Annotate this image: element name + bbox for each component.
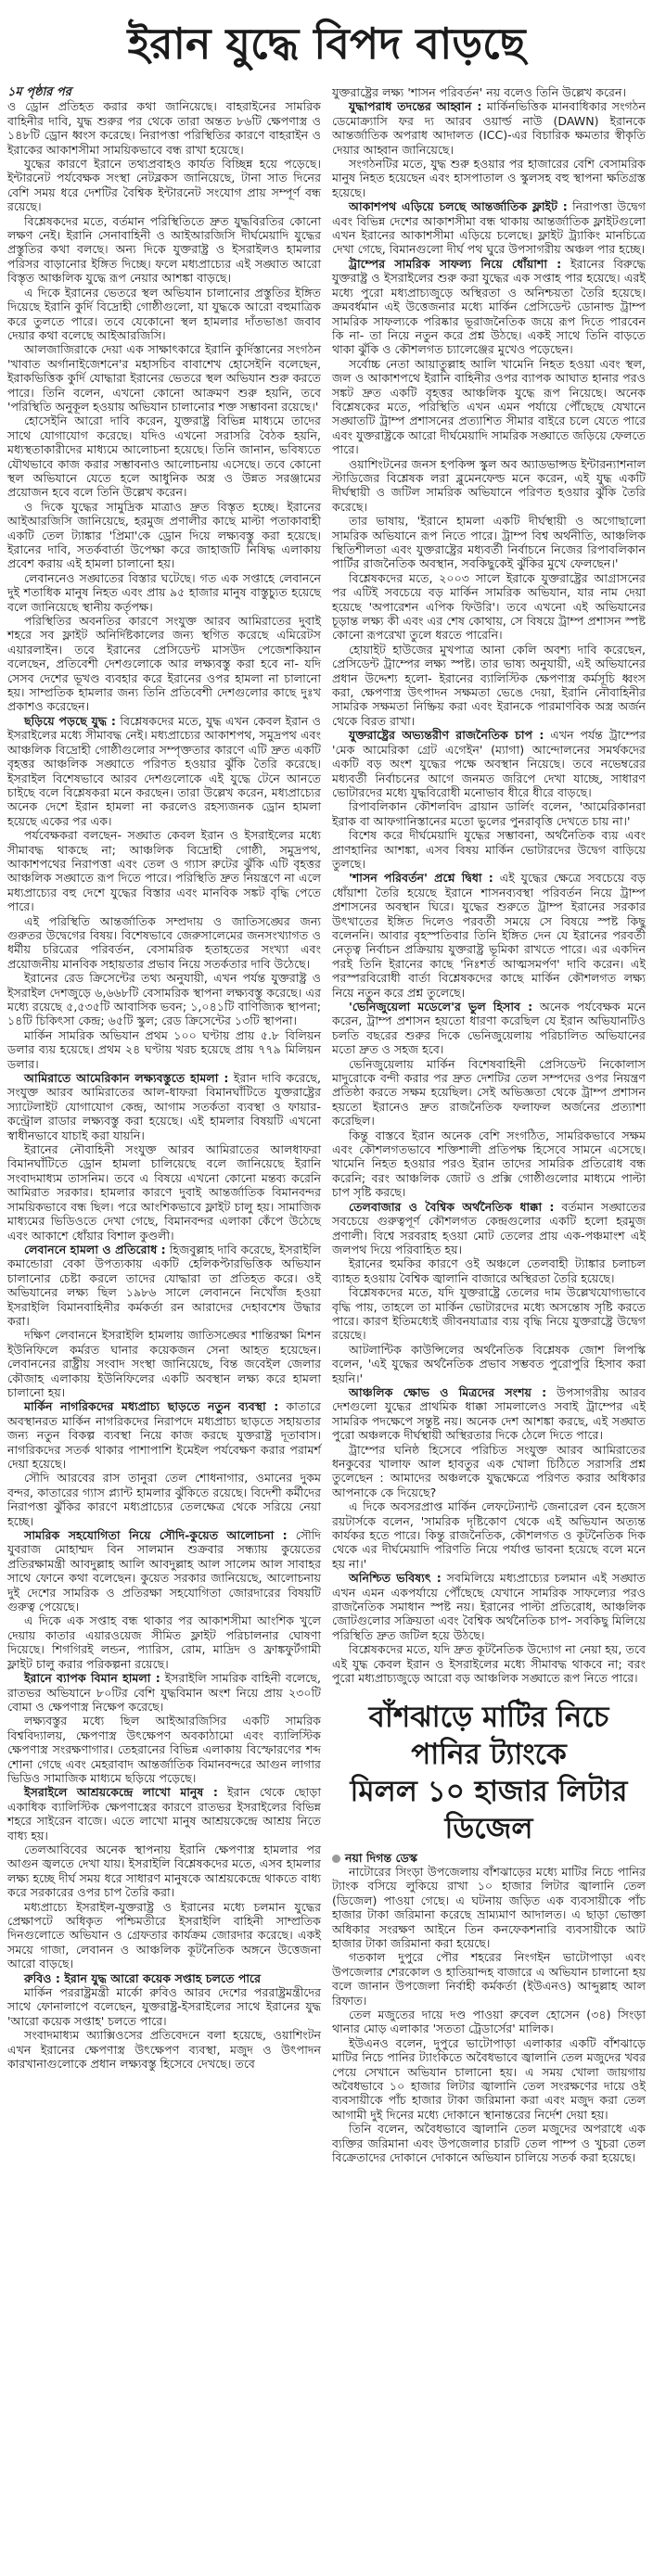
paragraph-text: তেলআবিবের অনেক স্থাপনায় ইরানি ক্ষেপণাস্ত্র হামলার পর আগুন জ্বলতে দেখা যায়। ইসরাইলি বিশ্লেষকদের মতে, এসব হামলার লক্ষ্য হচ্ছে দীর্ঘ সময় ধরে সাধারণ মানুষকে আশ্রয়কেন্দ্রে থাকতে বাধ্য করে সরকারের ওপর চাপ তৈরি করা। — [7, 1842, 321, 1900]
article-paragraph — [7, 1071, 321, 1142]
paragraph-text: যুক্তরাষ্ট্রের লক্ষ্য 'শাসন পরিবর্তন' নয় বলেও তিনি উল্লেখ করেন। — [332, 85, 627, 99]
paragraph-text: নিরাপত্তা উদ্বেগ এবং বিভিন্ন দেশের আকাশসীমা বন্ধ থাকায় আন্তর্জাতিক ফ্লাইটগুলো এখন ইরানের আকাশসীমা এড়িয়ে চলেছে। ফ্লাইট ট্র্যাকিং মানচিত্রে দেখা গেছে, বিমানগুলো দীর্ঘ পথ ঘুরে উপসাগরীয় অঞ্চল পার হচ্ছে। — [332, 199, 646, 257]
paragraph-text: মার্কিন পররাষ্ট্রমন্ত্রী মার্কো রুবিও আরব দেশের পররাষ্ট্রমন্ত্রীদের সাথে ফোনালাপে বলেছেন, যুক্তরাষ্ট্র-ইসরাইলের সাথে ইরানের যুদ্ধ 'আরো কয়েক সপ্তাহ' চলতে পারে। — [7, 1985, 321, 2028]
paragraph-text: বিশ্লেষকদের মতে, ২০০৩ সালে ইরাকে যুক্তরাষ্ট্রের আগ্রাসনের পর এটিই সবচেয়ে বড় মার্কিন সামরিক অভিযান, যার নাম দেয়া হয়েছে 'অপারেশন এপিক ফিউরি'। তবে এখনো এই অভিযানের চূড়ান্ত লক্ষ্য কী এবং এর শেষ কোথায়, সে বিষয়ে ট্রাম্প প্রশাসন স্পষ্ট কোনো রূপরেখা তুলে ধরতে পারেনি। — [332, 570, 646, 643]
article-paragraph — [7, 1028, 321, 1071]
article-paragraph — [7, 1328, 321, 1399]
article-paragraph — [332, 1285, 646, 1343]
article-paragraph — [332, 1950, 646, 2008]
paragraph-text: ইরান থেকে ছোড়া একাধিক ব্যালিস্টিক ক্ষেপণাস্ত্রের কারণে রাতভর ইসরাইলের বিভিন্ন শহরে সাইরেন বাজে। এতে লাখো মানুষ আশ্রয়কেন্দ্রে আশ্রয় নিতে বাধ্য হয়। — [7, 1785, 321, 1843]
paragraph-text: উপসাগরীয় আরব দেশগুলো যুদ্ধের প্রাথমিক ধাক্কা সামলালেও সবাই ট্রাম্পের এই সামরিক পদক্ষেপে সন্তুষ্ট নয়। অনেক দেশ আশঙ্কা করছে, এই সঙ্ঘাত পুরো অঞ্চলকে দীর্ঘস্থায়ী অস্থিরতার দিকে ঠেলে দিতে পারে। — [332, 1384, 646, 1443]
paragraph-text: ইসরাইলি সামরিক বাহিনী বলেছে, রাতভর অভিযানে ৮০টির বেশি যুদ্ধবিমান অংশ নিয়ে প্রায় ২৩০টি বোমা ও ক্ষেপণাস্ত্র নিক্ষেপ করেছে। — [7, 1671, 321, 1714]
paragraph-subhead: ইরানে ব্যাপক বিমান হামলা : — [24, 1671, 160, 1686]
paragraph-text: হোসেইনি আরো দাবি করেন, যুক্তরাষ্ট্র বিভিন্ন মাধ্যমে তাদের সাথে যোগাযোগ করেছে। যদিও এখনো সরাসরি বৈঠক হয়নি, মধ্যস্থতাকারীদের মাধ্যমে আলোচনা হয়েছে। তিনি জানান, ভবিষ্যতে যৌথভাবে কাজ করার সম্ভাবনাও আলোচনায় এসেছে। তবে কোনো স্থল অভিযানে যেতে হলে আধুনিক অস্ত্র ও উন্নত সরঞ্জামের প্রয়োজন হবে বলে তিনি উল্লেখ করেন। — [7, 414, 321, 500]
paragraph-subhead: অনিশ্চিত ভবিষ্যৎ : — [349, 1571, 442, 1586]
paragraph-text: ভেনিজুয়েলায় মার্কিন বিশেষবাহিনী প্রেসিডেন্ট নিকোলাস মাদুরোকে বন্দী করার পর দ্রুত দেশটির তেল সম্পদের ওপর নিয়ন্ত্রণ প্রতিষ্ঠা করতে সক্ষম হয়েছিল। সেই অভিজ্ঞতা থেকে ট্রাম্প প্রশাসন হয়তো ইরানেও দ্রুত রাজনৈতিক ফলাফল অর্জনের প্রত্যাশা করেছিল। — [332, 1056, 646, 1129]
article-paragraph — [332, 2008, 646, 2036]
paragraph-text: সর্বোচ্চ নেতা আয়াতুল্লাহ আলি খামেনি নিহত হওয়া এবং স্থল, জল ও আকাশপথে ইরানি বাহিনীর ওপর ব্যাপক আঘাত হানার পরও সঙ্কট দ্রুত একটি বৃহত্তর আঞ্চলিক যুদ্ধে রূপ নিয়েছে। অনেক বিশ্লেষকের মতে, পরিস্থিতি এখন এমন পর্যায়ে পৌঁছেছে যেখানে সঙ্ঘাতটি ট্রাম্প প্রশাসনের প্রত্যাশিত সীমার বাইরে চলে যেতে পারে এবং যুক্তরাষ্ট্রকে আরো দীর্ঘমেয়াদি সামরিক সঙ্ঘাতে জড়িয়ে ফেলতে পারে। — [332, 356, 646, 457]
article-paragraph — [332, 157, 646, 199]
article-paragraph — [332, 1129, 646, 1200]
article-paragraph — [7, 1785, 321, 1843]
article-paragraph — [7, 914, 321, 972]
paragraph-text: ও দিকে যুদ্ধের সামুদ্রিক মাত্রাও দ্রুত বিস্তৃত হচ্ছে। ইরানের আইআরজিসি জানিয়েছে, হরমুজ প্রণালীর কাছে মাল্টা পতাকাবাহী একটি তেল ট্যাঙ্কার 'প্রিমা'কে ড্রোন দিয়ে লক্ষ্যবস্তু করা হয়েছে। ইরানের দাবি, সতর্কবার্তা উপেক্ষা করে জাহাজটি নিষিদ্ধ এলাকায় প্রবেশ করায় এই হামলা চালানো হয়। — [7, 499, 321, 571]
article-paragraph — [332, 799, 646, 828]
paragraph-text: সৌদি আরবের রাস তানুরা তেল শোধনাগার, ওমানের দুকম বন্দর, কাতারের গ্যাস প্ল্যান্ট হামলার ঝুঁকিতে রয়েছে। বিদেশী কর্মীদের নিরাপত্তা ঝুঁকির কারণে মধ্যপ্রাচ্যের তেলক্ষেত্র থেকে সরিয়ে নেয়া হচ্ছে। — [7, 1471, 321, 1528]
article-paragraph — [7, 1613, 321, 1671]
article-paragraph — [7, 1714, 321, 1785]
paragraph-text: বিশ্লেষকদের মতে, যদি যুক্তরাষ্ট্রে তেলের দাম উল্লেখযোগ্যভাবে বৃদ্ধি পায়, তাহলে তা মার্কিন ভোটারদের মধ্যে অসন্তোষ সৃষ্টি করতে পারে। কারণ ইতিমধ্যেই জীবনযাত্রার ব্যয় বৃদ্ধি নিয়ে যুক্তরাষ্ট্রে উদ্বেগ রয়েছে। — [332, 1285, 646, 1343]
paragraph-text: নাটোরের সিংড়া উপজেলায় বাঁশঝাড়ের মধ্যে মাটির নিচে পানির ট্যাংক বসিয়ে লুকিয়ে রাখা ১০ হাজার লিটার জ্বালানি তেল (ডিজেল) পাওয়া গেছে। এ ঘটনায় জড়িত এক ব্যবসায়ীকে পাঁচ হাজার টাকা জরিমানা করেছে ভ্রাম্যমাণ আদালত। এ ছাড়া ভোক্তা অধিকার সংরক্ষণ আইনে তিন কনফেকশনারি ব্যবসায়ীকে আট হাজার টাকা জরিমানা করা হয়েছে। — [332, 1864, 646, 1950]
paragraph-subhead: 'শাসন পরিবর্তন' প্রশ্নে দ্বিধা : — [349, 871, 493, 886]
article-paragraph — [332, 643, 646, 728]
article-paragraph — [7, 500, 321, 571]
paragraph-text: লক্ষ্যবস্তুর মধ্যে ছিল আইআরজিসির একটি সামরিক বিশ্ববিদ্যালয়, ক্ষেপণাস্ত্র উৎক্ষেপণ অবকাঠামো এবং ব্যালিস্টিক ক্ষেপণাস্ত্র সংরক্ষণাগার। তেহরানের বিভিন্ন এলাকায় বিস্ফোরণের শব্দ শোনা গেছে এবং মেহরাবাদ আন্তর্জাতিক বিমানবন্দরে আগুন লাগার ভিডিও সামাজিক মাধ্যমে ছড়িয়ে পড়েছে। — [7, 1714, 321, 1785]
paragraph-text: পরিস্থিতির অবনতির কারণে সংযুক্ত আরব আমিরাতের দুবাই শহরে সব ফ্লাইট অনির্দিষ্টকালের জন্য স্থগিত করেছে এমিরেটস এয়ারলাইন। তবে ইরানের প্রেসিডেন্ট মাসউদ পেজেশকিয়ান বলেছেন, প্রতিবেশী দেশগুলোকে আর লক্ষ্যবস্তু করা হবে না- যদি সেসব দেশের ভূখণ্ড ব্যবহার করে ইরানের ওপর হামলা না চালানো হয়। সাম্প্রতিক হামলার জন্য তিনি প্রতিবেশী দেশগুলোর কাছে দুঃখ প্রকাশও করেছেন। — [7, 614, 321, 714]
paragraph-text: এ দিকে এক সপ্তাহ বন্ধ থাকার পর আকাশসীমা আংশিক খুলে দেয়ায় কাতার এয়ারওয়েজ সীমিত ফ্লাইট পরিচালনার ঘোষণা দিয়েছে। শিগগিরই লন্ডন, প্যারিস, রোম, মাদ্রিদ ও ফ্রাঙ্কফুর্টগামী ফ্লাইট চালু করার পরিকল্পনা রয়েছে। — [7, 1613, 321, 1671]
article-paragraph — [332, 1000, 646, 1057]
right-column — [332, 85, 646, 2164]
paragraph-text: বিশ্লেষকদের মতে, যদি দ্রুত কূটনৈতিক উদ্যোগ না নেয়া হয়, তবে এই যুদ্ধ কেবল ইরান ও ইসরাইলের মধ্যে সীমাবদ্ধ থাকবে না; বরং পুরো মধ্যপ্রাচ্যজুড়ে আরো বড় আঞ্চলিক সঙ্ঘাতে রূপ নিতে পারে। — [332, 1642, 646, 1686]
article-paragraph — [7, 342, 321, 414]
left-column — [7, 85, 321, 2071]
paragraph-text: সংগঠনটির মতে, যুদ্ধ শুরু হওয়ার পর হাজারের বেশি বেসামরিক মানুষ নিহত হয়েছেন এবং হাসপাতাল ও স্কুলসহ বহু স্থাপনা ক্ষতিগ্রস্ত হয়েছে। — [332, 157, 646, 199]
paragraph-text: ইরানের হুমকির কারণে ওই অঞ্চলে তেলবাহী ট্যাঙ্কার চলাচল ব্যাহত হওয়ায় বৈশ্বিক জ্বালানি বাজারে অস্থিরতা তৈরি হয়েছে। — [332, 1256, 646, 1285]
article-paragraph — [7, 2028, 321, 2071]
article-paragraph — [332, 1571, 646, 1642]
paragraph-subhead: যুদ্ধাপরাধ তদন্তের আহ্বান : — [349, 99, 482, 114]
article-paragraph — [7, 1900, 321, 1971]
headline-line-1: বাঁশঝাড়ে মাটির নিচে পানির ট্যাংকে — [368, 1700, 609, 1771]
main-headline: ইরান যুদ্ধে বিপদ বাড়ছে — [127, 19, 526, 69]
paragraph-text: হোয়াইট হাউজের মুখপাত্র আনা কেলি অবশ্য দাবি করেছেন, প্রেসিডেন্ট ট্রাম্পের লক্ষ্য স্পষ্ট। তার ভাষ্য অনুযায়ী, এই অভিযানের প্রধান উদ্দেশ্য হলো- ইরানের ব্যালিস্টিক ক্ষেপণাস্ত্র কর্মসূচি ধ্বংস করা, ক্ষেপণাস্ত্র উৎপাদন সক্ষমতা ভেঙে দেয়া, ইরানি নৌবাহিনীর সামরিক সক্ষমতা নিষ্ক্রিয় করা এবং ইরানকে পারমাণবিক অস্ত্র অর্জন থেকে বিরত রাখা। — [332, 642, 646, 728]
paragraph-subhead: সামরিক সহযোগিতা নিয়ে সৌদি-কুয়েত আলোচনা : — [24, 1528, 288, 1543]
paragraph-text: বিশ্লেষকদের মতে, বর্তমান পরিস্থিতিতে দ্রুত যুদ্ধবিরতির কোনো লক্ষণ নেই। ইরানি সেনাবাহিনী ও আইআরজিসি দীর্ঘমেয়াদি যুদ্ধের প্রস্তুতির কথা বলছে। অন্য দিকে যুক্তরাষ্ট্র ও ইসরাইলও হামলার পরিসর বাড়ানোর ইঙ্গিত দিচ্ছে। ফলে মধ্যপ্রাচ্যের এই সঙ্ঘাত আরো বিস্তৃত আঞ্চলিক যুদ্ধে রূপ নেয়ার আশঙ্কা বাড়ছে। — [7, 213, 321, 286]
right-column-body — [332, 85, 646, 1686]
paragraph-subhead: আঞ্চলিক ক্ষোভ ও মিত্রদের সংশয় : — [349, 1384, 547, 1399]
paragraph-text: রিপাবলিকান কৌশলবিদ ব্রায়ান ডার্লিং বলেন, 'আমেরিকানরা ইরাক বা আফগানিস্তানের মতো ভুলের পুনরাবৃত্তি দেখতে চায় না।' — [332, 799, 646, 828]
article-paragraph — [7, 614, 321, 714]
paragraph-subhead: আমিরাতে আমেরিকান লক্ষ্যবস্তুতে হামলা : — [24, 1071, 229, 1086]
second-article-body — [332, 1865, 646, 2165]
paragraph-text: আটলান্টিক কাউন্সিলের অর্থনৈতিক বিশ্লেষক জোশ লিপস্কি বলেন, 'এই যুদ্ধের অর্থনৈতিক প্রভাব সম্ভবত পুরোপুরি হিসাব করা হয়নি।' — [332, 1342, 646, 1385]
paragraph-text: লেবাননেও সঙ্ঘাতের বিস্তার ঘটেছে। গত এক সপ্তাহে লেবাননে দুই শতাধিক মানুষ নিহত এবং প্রায় ৯৫ হাজার মানুষ বাস্তুচ্যুত হয়েছে বলে জানিয়েছে স্থানীয় কর্তৃপক্ষ। — [7, 570, 321, 614]
article-paragraph — [7, 1985, 321, 2028]
paragraph-subhead: রুবিও : ইরান যুদ্ধ আরো কয়েক সপ্তাহ চলতে পারে — [24, 1970, 262, 1985]
paragraph-text: ট্রাম্পের ঘনিষ্ঠ হিসেবে পরিচিত সংযুক্ত আরব আমিরাতের ধনকুবের খালাফ আল হাবতুর এক খোলা চিঠিতে সরাসরি প্রশ্ন তুলেছেন : আমাদের অঞ্চলকে যুদ্ধক্ষেত্রে পরিণত করার অধিকার আপনাকে কে দিয়েছে? — [332, 1442, 646, 1499]
byline — [332, 1851, 646, 1865]
article-paragraph — [332, 1865, 646, 1950]
second-article — [332, 1699, 646, 2165]
article-paragraph — [332, 828, 646, 871]
paragraph-text: বিশ্লেষকদের মতে, যুদ্ধ এখন কেবল ইরান ও ইসরাইলের মধ্যে সীমাবদ্ধ নেই। মধ্যপ্রাচ্যের আকাশপথ, সমুদ্রপথ এবং আঞ্চলিক বিদ্রোহী গোষ্ঠীগুলোর সম্পৃক্ততার কারণে এটি দ্রুত একটি বৃহত্তর আঞ্চলিক সঙ্ঘাতে পরিণত হওয়ার ঝুঁকি তৈরি করেছে। ইসরাইল বিশেষভাবে আরব দেশগুলোকে এই যুদ্ধে টেনে আনতে চাইছে বলে বিশ্লেষকরা মনে করছেন। তারা উল্লেখ করেন, মধ্যপ্রাচ্যের অনেক দেশে ইরান হামলা না করলেও রহস্যজনক ড্রোন হামলা হয়েছে একের পর এক। — [7, 713, 321, 828]
paragraph-text: মধ্যপ্রাচ্যে ইসরাইল-যুক্তরাষ্ট্র ও ইরানের মধ্যে চলমান যুদ্ধের প্রেক্ষাপটে অধিকৃত পশ্চিমতীরে ইসরাইলি বাহিনী সাম্প্রতিক দিনগুলোতে অভিযান ও গ্রেফতার কার্যক্রম জোরদার করেছে। একই সময়ে গাজা, লেবানন ও আঞ্চলিক কূটনৈতিক অঙ্গনে উত্তেজনা আরো বাড়ছে। — [7, 1899, 321, 1971]
paragraph-text: কিন্তু বাস্তবে ইরান অনেক বেশি সংগঠিত, সামরিকভাবে সক্ষম এবং কৌশলগতভাবে শক্তিশালী প্রতিপক্ষ হিসেবে সামনে এসেছে। খামেনি নিহত হওয়ার পরও ইরান তাদের সামরিক প্রতিরোধ বন্ধ করেনি; বরং আঞ্চলিক জোট ও প্রক্সি গোষ্ঠীগুলোর মাধ্যমে পাল্টা চাপ সৃষ্টি করছে। — [332, 1128, 646, 1200]
article-paragraph — [332, 571, 646, 643]
paragraph-text: তেল মজুতের দায়ে দণ্ড পাওয়া রুবেল হোসেন (৩৪) সিংড়া থানার মোড় এলাকার 'সততা ট্রেডার্সের' মালিক। — [332, 2007, 646, 2036]
article-paragraph — [332, 1057, 646, 1129]
article-paragraph — [7, 1671, 321, 1714]
article-paragraph — [332, 199, 646, 257]
paragraph-subhead: আকাশপথ এড়িয়ে চলছে আন্তর্জাতিক ফ্লাইট : — [349, 199, 568, 214]
article-paragraph — [332, 1499, 646, 1571]
paragraph-subhead: যুক্তরাষ্ট্রের অভ্যন্তরীণ রাজনৈতিক চাপ : — [349, 728, 544, 743]
article-paragraph — [332, 728, 646, 799]
paragraph-text: পর্যবেক্ষকরা বলছেন- সঙ্ঘাত কেবল ইরান ও ইসরাইলের মধ্যে সীমাবদ্ধ থাকছে না; আঞ্চলিক বিদ্রোহী গোষ্ঠী, সমুদ্রপথ, আকাশপথের নিরাপত্তা এবং তেল ও গ্যাস রুটের ঝুঁকি এটি বৃহত্তর আঞ্চলিক সঙ্ঘাতে রূপ দিতে পারে। পরিস্থিতি দ্রুত নিয়ন্ত্রণে না এলে মধ্যপ্রাচ্যের বহু দেশে যুদ্ধের বিস্তার এবং মানবিক সঙ্কট বৃদ্ধি পেতে পারে। — [7, 828, 321, 914]
paragraph-subhead: ইসরাইলে আশ্রয়কেন্দ্রে লাখো মানুষ : — [24, 1785, 218, 1800]
article-paragraph — [7, 828, 321, 913]
article-paragraph — [7, 1471, 321, 1528]
paragraph-text: সংবাদমাধ্যম অ্যাক্সিওসের প্রতিবেদনে বলা হয়েছে, ওয়াশিংটন এখন ইরানের ক্ষেপণাস্ত্র উৎক্ষেপণ ব্যবস্থা, মজুদ ও উৎপাদন কারখানাগুলোকে প্রধান লক্ষ্যবস্তু হিসেবে দেখছে। তবে — [7, 2028, 321, 2072]
paragraph-text: ইউএনও বলেন, দুপুরে ভাটোপাড়া এলাকার একটি বাঁশঝাড়ে মাটির নিচে পানির ট্যাংকিতে অবৈধভাবে জ্বালানি তেল মজুদের খবর পেয়ে সেখানে অভিযান চালানো হয়। এ সময় খোলা জায়গায় অবৈধভাবে ১০ হাজার লিটার জ্বালানি তেল সংরক্ষণের দায়ে ওই ব্যবসায়ীকে পাঁচ হাজার টাকা জরিমানা করা এবং মজুদ করা তেল আগামী দুই দিনের মধ্যে দোকানে স্থানান্তরের নির্দেশ দেয়া হয়। — [332, 2035, 646, 2122]
continuation-kicker: ১ম পৃষ্ঠার পর — [7, 85, 71, 99]
article-paragraph — [7, 1142, 321, 1243]
article-paragraph — [7, 99, 321, 157]
bullet-icon — [332, 1855, 340, 1863]
paragraph-text: এ দিকে অবসরপ্রাপ্ত মার্কিন লেফটেন্যান্ট জেনারেল বেন হজেস রয়টার্সকে বলেন, 'সামরিক দৃষ্টিকোণ থেকে এই অভিযান অত্যন্ত কার্যকর হতে পারে। কিন্তু রাজনৈতিক, কৌশলগত ও কূটনৈতিক দিক থেকে এর দীর্ঘমেয়াদি পরিণতি নিয়ে পর্যাপ্ত ভাবনা হয়েছে বলে মনে হয় না।' — [332, 1499, 646, 1571]
article-paragraph — [7, 1528, 321, 1613]
article-paragraph — [332, 2122, 646, 2164]
article-paragraph — [332, 85, 646, 99]
paragraph-text: ইরানের নৌবাহিনী সংযুক্ত আরব আমিরাতের আলধাফরা বিমানঘাঁটিতে ড্রোন হামলা চালিয়েছে বলে জানিয়েছে ইরানি সংবাদমাধ্যম তাসনিম। তবে এ বিষয়ে এখনো কোনো মন্তব্য করেনি আমিরাত সরকার। হামলার কারণে দুবাই আন্তর্জাতিক বিমানবন্দর সাময়িকভাবে বন্ধ ছিল। পরে আংশিকভাবে ফ্লাইট চালু হয়। সামাজিক মাধ্যমের ভিডিওতে দেখা গেছে, বিমানবন্দর এলাকা কেঁপে উঠেছে এবং আকাশে ধোঁয়ার বিশাল কুণ্ডলী। — [7, 1142, 321, 1243]
article-paragraph — [7, 571, 321, 614]
byline-text: নয়া দিগন্ত ডেস্ক — [345, 1850, 417, 1865]
paragraph-text: তিনি বলেন, অবৈধভাবে জ্বালানি তেল মজুদের অপরাধে এক ব্যক্তির জরিমানা এবং উপজেলার চারটি তেল পাম্প ও খুচরা তেল বিক্রেতাদের দোকানে দোকানে অভিযান চালিয়ে সতর্ক করা হয়েছে। — [332, 2122, 646, 2165]
paragraph-text: মার্কিন সামরিক অভিযান প্রথম ১০০ ঘণ্টায় প্রায় ৫.৮ বিলিয়ন ডলার ব্যয় হয়েছে। প্রথম ২৪ ঘণ্টায় খরচ হয়েছে প্রায় ৭৭৯ মিলিয়ন ডলার। — [7, 1027, 321, 1071]
paragraph-text: সৌদি যুবরাজ মোহাম্মদ বিন সালমান শুক্রবার সন্ধ্যায় কুয়েতের প্রতিরক্ষামন্ত্রী আবদুল্লাহ আলি আবদুল্লাহ আল সালেম আল সাবাহর সাথে ফোনে কথা বলেছেন। কুয়েত সরকার জানিয়েছে, আলোচনায় দুই দেশের সামরিক ও প্রতিরক্ষা সহযোগিতা জোরদারের বিষয়টি গুরুত্ব পেয়েছে। — [7, 1528, 321, 1614]
article-paragraph — [7, 1971, 321, 1985]
article-paragraph — [332, 1256, 646, 1285]
paragraph-text: অনেক পর্যবেক্ষক মনে করেন, ট্রাম্প প্রশাসন হয়তো ধারণা করেছিল যে ইরান অভিযানটিও চলতি বছরের শুরুর দিকে ভেনিজুয়েলায় পরিচালিত অভিযানের মতো দ্রুত ও সহজ হবে। — [332, 1000, 646, 1057]
paragraph-text: হিজবুল্লাহ দাবি করেছে, ইসরাইলি কমান্ডোরা বেকা উপত্যকায় একটি হেলিকপ্টারভিত্তিক অভিযান চালানোর চেষ্টা করলে তাদের যোদ্ধারা তা প্রতিহত করে। ওই অভিযানের লক্ষ্য ছিল ১৯৮৬ সালে লেবাননে নিখোঁজ হওয়া ইসরাইলি বিমানবাহিনীর কর্মকর্তা রন আরাদের দেহাবশেষ উদ্ধার করা। — [7, 1242, 321, 1328]
article-paragraph — [7, 414, 321, 499]
paragraph-text: দক্ষিণ লেবাননে ইসরাইলি হামলায় জাতিসঙ্ঘের শান্তিরক্ষা মিশন ইউনিফিলে কর্মরত ঘানার কয়েকজন সেনা আহত হয়েছেন। লেবাননের রাষ্ট্রীয় সংবাদ সংস্থা জানিয়েছে, বিন্ত জবেইল জেলার কৌজাহ এলাকায় ইউনিফিলের একটি অবস্থান লক্ষ্য করে হামলা চালানো হয়। — [7, 1328, 321, 1399]
paragraph-text: এই যুদ্ধের ক্ষেত্রে সবচেয়ে বড় ধোঁয়াশা তৈরি হয়েছে ইরানে শাসনব্যবস্থা পরিবর্তন নিয়ে ট্রাম্প প্রশাসনের অবস্থান ঘিরে। যুদ্ধের শুরুতে ট্রাম্প ইরানের সরকার উৎখাতের ইঙ্গিত দিলেও পরবর্তী সময়ে সে বিষয়ে স্পষ্ট কিছু বলেননি। আবার বৃহস্পতিবার তিনি ইঙ্গিত দেন যে ইরানের পরবর্তী নেতৃত্ব নির্বাচন প্রক্রিয়ায় যুক্তরাষ্ট্র ভূমিকা রাখতে পারে। এর একদিন পরই তিনি ইরানের কাছে 'নিঃশর্ত আত্মসমর্পণ' দাবি করেন। এই পরস্পরবিরোধী বার্তা বিশ্লেষকদের কাছে মার্কিন কৌশলগত লক্ষ্য নিয়ে নতুন করে প্রশ্ন তুলেছে। — [332, 871, 646, 1000]
article-paragraph — [332, 2036, 646, 2122]
paragraph-subhead: 'ভেনিজুয়েলা মডেলে'র ভুল হিসাব : — [349, 1000, 533, 1014]
article-paragraph — [332, 457, 646, 515]
article-paragraph — [7, 1843, 321, 1900]
paragraph-subhead: ট্রাম্পের সামরিক সাফল্য নিয়ে ধোঁয়াশা : — [349, 256, 562, 271]
article-paragraph — [7, 286, 321, 343]
article-paragraph — [332, 257, 646, 357]
paragraph-text: কাতারে অবস্থানরত মার্কিন নাগরিকদের নিরাপদে মধ্যপ্রাচ্য ছাড়তে সহায়তার জন্য নতুন বিকল্প ব্যবস্থা নিয়ে কাজ করছে যুক্তরাষ্ট্র দূতাবাস। নাগরিকদের সতর্ক থাকার পাশাপাশি ইমেইল পর্যবেক্ষণ করার পরামর্শ দেয়া হয়েছে। — [7, 1399, 321, 1471]
paragraph-text: বর্তমান সঙ্ঘাতের সবচেয়ে গুরুত্বপূর্ণ কৌশলগত কেন্দ্রগুলোর একটি হলো হরমুজ প্রণালী। বিশ্বে সরবরাহ হওয়া মোট তেলের প্রায় এক-পঞ্চমাংশ এই জলপথ দিয়ে পরিবাহিত হয়। — [332, 1199, 647, 1256]
article-paragraph — [7, 214, 321, 286]
article-paragraph — [7, 157, 321, 214]
paragraph-text: আলজাজিরাকে দেয়া এক সাক্ষাৎকারে ইরানি কুর্দিস্তানের সংগঠন 'খাবাত অর্গানাইজেশনে'র মহাসচিব বাবাশেখ হোসেইনি বলেছেন, ইরাকভিত্তিক কুর্দি যোদ্ধারা ইরানের ভেতরে স্থল অভিযান শুরু করতে পারে। তিনি বলেন, এখনো কোনো আক্রমণ শুরু হয়নি, তবে 'পরিস্থিতি অনুকূল হওয়ায় অভিযান চালানোর শক্ত সম্ভাবনা রয়েছে।' — [7, 342, 321, 414]
article-paragraph — [332, 357, 646, 457]
paragraph-subhead: ছড়িয়ে পড়ছে যুদ্ধ : — [24, 713, 116, 728]
left-column-body — [7, 99, 321, 2071]
article-paragraph — [7, 714, 321, 828]
article-paragraph — [332, 871, 646, 1000]
article-paragraph — [332, 514, 646, 571]
paragraph-text: ও ড্রোন প্রতিহত করার কথা জানিয়েছে। বাহরাইনের সামরিক বাহিনীর দাবি, যুদ্ধ শুরুর পর থেকে তারা অন্তত ৮৬টি ক্ষেপণাস্ত্র ও ১৪৮টি ড্রোন ধ্বংস করেছে। নিরাপত্তা পরিস্থিতির কারণে বাহরাইন ও ইরাকের আকাশসীমা সাময়িকভাবে বন্ধ রাখা হয়েছে। — [7, 99, 321, 157]
paragraph-text: সবমিলিয়ে মধ্যপ্রাচ্যের চলমান এই সঙ্ঘাত এখন এমন একপর্যায়ে পৌঁছেছে যেখানে সামরিক সাফল্যের পরও রাজনৈতিক সমাধান স্পষ্ট নয়। ইরানের পাল্টা প্রতিরোধ, আঞ্চলিক জোটগুলোর সক্রিয়তা এবং বৈশ্বিক অর্থনৈতিক চাপ- সবকিছু মিলিয়ে পরিস্থিতি দ্রুত জটিল হয়ে উঠছে। — [332, 1571, 646, 1642]
headline-line-2: মিলল ১০ হাজার লিটার ডিজেল — [350, 1774, 628, 1845]
article-paragraph — [332, 1443, 646, 1500]
paragraph-text: গতকাল দুপুরে পৌর শহরের নিংগইন ভাটোপাড়া এবং উপজেলার শেরকোল ও হাতিয়ান্দহ বাজারে এ অভিযান চালানো হয় বলে জানান উপজেলা নির্বাহী কর্মকর্তা (ইউএনও) আব্দুল্লাহ আল রিফাত। — [332, 1950, 646, 2008]
paragraph-subhead: মার্কিন নাগরিকদের মধ্যপ্রাচ্য ছাড়তে নতুন ব্যবস্থা : — [24, 1399, 279, 1414]
paragraph-text: ওয়াশিংটনের জনস হপকিন্স স্কুল অব অ্যাডভান্সড ইন্টারন্যাশনাল স্টাডিজের বিশ্লেষক লরা ব্লুমেনফেল্ড মনে করেন, এই যুদ্ধ একটি দীর্ঘস্থায়ী ও জটিল সামরিক অভিযানে পরিণত হওয়ার ঝুঁকি তৈরি করেছে। — [332, 456, 646, 514]
paragraph-text: বিশেষ করে দীর্ঘমেয়াদি যুদ্ধের সম্ভাবনা, অর্থনৈতিক ব্যয় এবং প্রাণহানির আশঙ্কা, এসব বিষয় মার্কিন ভোটারদের উদ্বেগ বাড়িয়ে তুলছে। — [332, 828, 646, 871]
paragraph-text: মার্কিনভিত্তিক মানবাধিকার সংগঠন ডেমোক্র্যাসি ফর দ্য আরব ওয়ার্ল্ড নাউ (DAWN) ইরানকে আন্তর্জাতিক অপরাধ আদালত (ICC)-এর বিচারিক ক্ষমতার স্বীকৃতি দেয়ার আহ্বান জানিয়েছে। — [332, 99, 646, 157]
paragraph-text: এখন পর্যন্ত ট্রাম্পের 'মেক আমেরিকা গ্রেট এগেইন' (ম্যাগা) আন্দোলনের সমর্থকদের একটি বড় অংশ যুদ্ধের পক্ষে অবস্থান নিয়েছে। তবে নভেম্বরের মধ্যবর্তী নির্বাচনের আগে জনমত জরিপে দেখা যাচ্ছে, সাধারণ ভোটারদের মধ্যে যুদ্ধবিরোধী মনোভাব ধীরে ধীরে বাড়ছে। — [332, 728, 646, 799]
article-paragraph — [332, 1385, 646, 1443]
second-article-headline — [332, 1699, 646, 1847]
article-paragraph — [332, 1200, 646, 1257]
article-paragraph — [332, 99, 646, 157]
article-paragraph — [332, 1642, 646, 1685]
paragraph-text: তার ভাষায়, 'ইরানে হামলা একটি দীর্ঘস্থায়ী ও অগোছালো সামরিক অভিযানে রূপ নিতে পারে। ট্রাম্প বিশ্ব অর্থনীতি, আঞ্চলিক স্থিতিশীলতা এবং যুক্তরাষ্ট্রের মধ্যবর্তী নির্বাচনে নিজের রিপাবলিকান পার্টির রাজনৈতিক অবস্থান, সবকিছুকেই ঝুঁকির মুখে ফেলছেন।' — [332, 514, 646, 571]
paragraph-subhead: লেবাননে হামলা ও প্রতিরোধ : — [24, 1242, 166, 1256]
paragraph-text: ইরান দাবি করেছে, সংযুক্ত আরব আমিরাতের আল-ধাফরা বিমানঘাঁটিতে যুক্তরাষ্ট্রের স্যাটেলাইট যোগাযোগ কেন্দ্র, আগাম সতর্কতা ব্যবস্থা ও ফায়ার-কন্ট্রোল রাডার লক্ষ্যবস্তু করা হয়েছে। এই হামলার বিষয়টি এখনো স্বাধীনভাবে যাচাই করা যায়নি। — [7, 1071, 321, 1142]
paragraph-text: ইরানের বিরুদ্ধে যুক্তরাষ্ট্র ও ইসরাইলের শুরু করা যুদ্ধের এক সপ্তাহ পার হয়েছে। এরই মধ্যে পুরো মধ্যপ্রাচ্যজুড়ে অস্থিরতা ও অনিশ্চয়তা তৈরি হয়েছে। ক্রমবর্ধমান এই উত্তেজনার মধ্যে মার্কিন প্রেসিডেন্ট ডোনাল্ড ট্রাম্প সামরিক সাফল্যকে পরিষ্কার ভূরাজনৈতিক জয়ে রূপ দিতে পারবেন কি না- তা নিয়ে নতুন করে প্রশ্ন উঠছে। একই সাথে তিনি বাড়তে থাকা ঝুঁকি ও কৌশলগত চ্যালেঞ্জের মুখেও পড়েছেন। — [332, 256, 646, 357]
article-paragraph — [7, 1243, 321, 1328]
paragraph-subhead: তেলবাজার ও বৈশ্বিক অর্থনৈতিক ধাক্কা : — [349, 1199, 555, 1214]
paragraph-text: যুদ্ধের কারণে ইরানে তথ্যপ্রবাহও কার্যত বিচ্ছিন্ন হয়ে পড়েছে। ইন্টারনেট পর্যবেক্ষক সংস্থা নেটব্লকস জানিয়েছে, টানা সাত দিনের বেশি সময় ধরে দেশটির বৈশ্বিক ইন্টারনেট সংযোগ প্রায় সম্পূর্ণ বন্ধ রয়েছে। — [7, 157, 321, 214]
article-paragraph — [7, 1399, 321, 1471]
paragraph-text: ইরানের রেড ক্রিসেন্টের তথ্য অনুযায়ী, এখন পর্যন্ত যুক্তরাষ্ট্র ও ইসরাইল দেশজুড়ে ৬,৬৬৮টি বেসামরিক স্থাপনা লক্ষ্যবস্তু করেছে। এর মধ্যে রয়েছে ৫,৫৩৫টি আবাসিক ভবন; ১,০৪১টি বাণিজ্যিক স্থাপনা; ১৪টি চিকিৎসা কেন্দ্র; ৬৫টি স্কুল; রেড ক্রিসেন্টের ১৩টি স্থাপনা। — [7, 971, 321, 1028]
paragraph-text: এ দিকে ইরানের ভেতরে স্থল অভিযান চালানোর প্রস্তুতির ইঙ্গিত দিয়েছে ইরানি কুর্দি বিদ্রোহী গোষ্ঠীগুলো, যা যুদ্ধকে আরো বহুমাত্রিক করে তুলতে পারে। তবে যেকোনো স্থল হামলার দাঁতভাঙা জবাব দেয়ার কথা বলেছে আইআরজিসি। — [7, 285, 321, 342]
paragraph-text: এই পরিস্থিতি আন্তর্জাতিক সম্প্রদায় ও জাতিসঙ্ঘের জন্য গুরুতর উদ্বেগের বিষয়। বিশেষভাবে জেরুসালেমের জনসংখ্যাগত ও ধর্মীয় চরিত্রের পরিবর্তন, বেসামরিক হতাহতের সংখ্যা এবং প্রয়োজনীয় মানবিক সহায়তার প্রভাব নিয়ে সতর্কতার দাবি উঠেছে। — [7, 913, 321, 971]
article-paragraph — [332, 1343, 646, 1385]
article-paragraph — [7, 971, 321, 1028]
